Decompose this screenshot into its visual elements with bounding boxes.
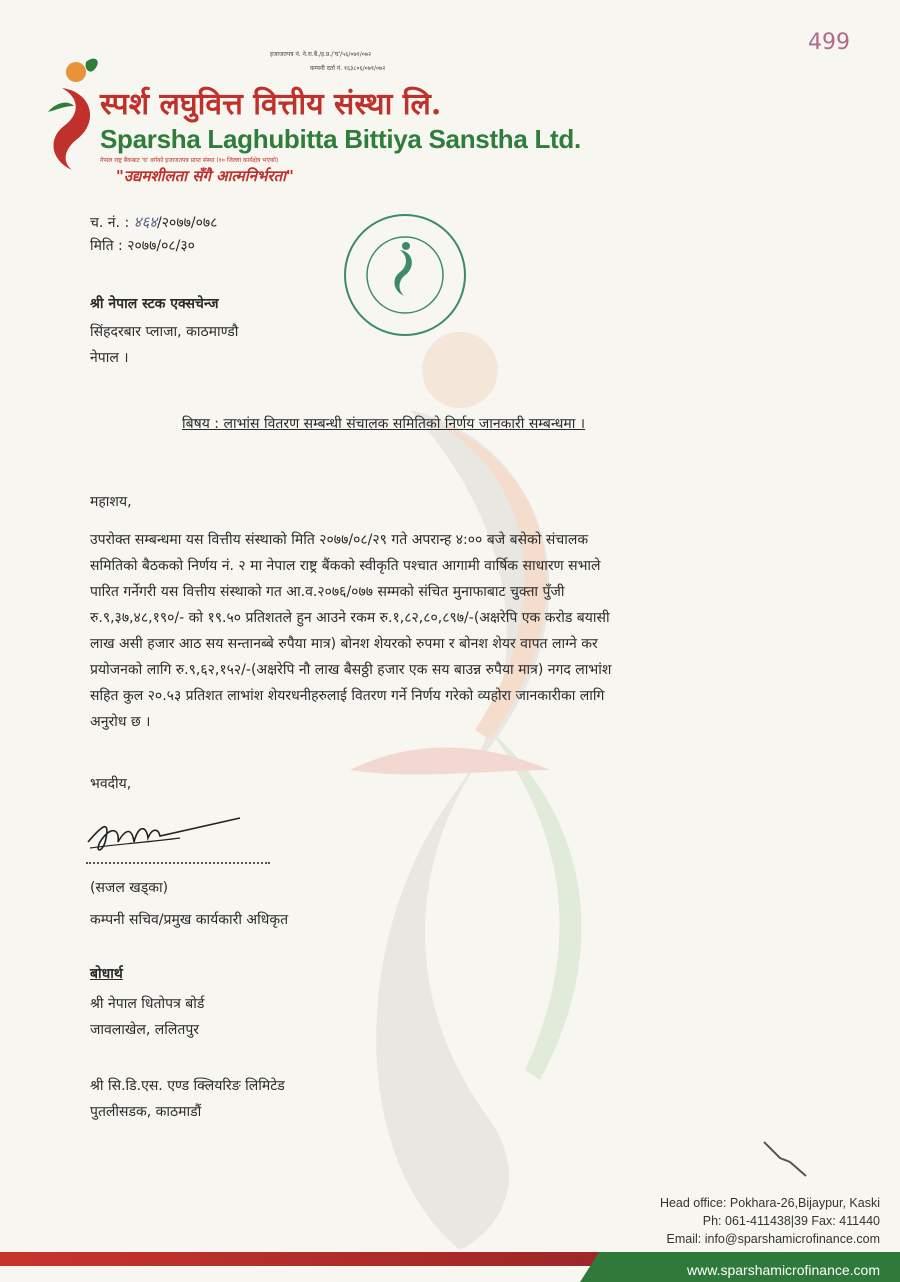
body-line: समितिको बैठकको निर्णय नं. २ मा नेपाल राष्ट्र बैंकको स्वीकृति पश्चात आगामी वार्षिक साधारण सभाले	[90, 558, 601, 574]
signer-name: (सजल खड्का)	[90, 880, 169, 896]
license-number: इजाजतपत्र नं. ने.रा.बैं./इ.प्र./'घ'/५६/०७१/०७२	[270, 51, 372, 58]
signer-title: कम्पनी सचिव/प्रमुख कार्यकारी अधिकृत	[90, 912, 289, 928]
letter-subject: बिषय : लाभांस वितरण सम्बन्धी संचालक समितिको निर्णय जानकारी सम्बन्धमा ।	[182, 416, 586, 432]
footer-phone: Ph: 061-411438|39 Fax: 411440	[702, 1214, 880, 1228]
watermark-emblem	[290, 300, 690, 1250]
received-stamp-number: 499	[808, 30, 850, 55]
date-label: मिति :	[90, 238, 123, 254]
cc-1-line-1: श्री नेपाल धितोपत्र बोर्ड	[90, 996, 205, 1012]
org-tagline: "उद्यमशीलता सँगै आत्मनिर्भरता"	[116, 167, 294, 185]
salutation: महाशय,	[90, 494, 132, 510]
cc-2-line-1: श्री सि.डि.एस. एण्ड क्लियरिङ लिमिटेड	[90, 1078, 285, 1094]
body-line: प्रयोजनको लागि रु.९,६२,१५२/-(अक्षरेपि नौ लाख बैसठ्ठी हजार एक सय बाउन्न रुपैया मात्र) नगद लाभांश	[90, 662, 612, 678]
cc-2-line-2: पुतलीसडक, काठमाडौं	[90, 1104, 202, 1120]
ref-handwritten: ४६४	[133, 213, 158, 231]
pen-mark	[760, 1138, 810, 1180]
date-value: २०७७/०८/३०	[127, 238, 195, 254]
reference-number	[90, 212, 217, 233]
cc-1-line-2: जावलाखेल, ललितपुर	[90, 1022, 200, 1038]
recipient-line-2: सिंहदरबार प्लाजा, काठमाण्डौ	[90, 324, 239, 340]
body-line: अनुरोध छ ।	[90, 714, 151, 730]
recipient-line-1: श्री नेपाल स्टक एक्सचेन्ज	[90, 296, 219, 312]
footer-red-bar	[0, 1252, 620, 1266]
footer-head-office: Head office: Pokhara-26,Bijaypur, Kaski	[659, 1196, 880, 1210]
org-sub-line: नेपाल राष्ट्र बैंकबाट 'घ' वर्गको इजाजतपत्र प्राप्त संस्था (१० जिल्ला कार्यक्षेत्र भएको)	[100, 157, 279, 164]
body-line: उपरोक्त सम्बन्धमा यस वित्तीय संस्थाको मिति २०७७/०८/२९ गते अपरान्ह ४:०० बजे बसेको संचालक	[90, 532, 589, 548]
closing: भवदीय,	[90, 776, 132, 792]
footer-website: www.sparshamicrofinance.com	[687, 1262, 880, 1278]
body-line: लाख असी हजार आठ सय सन्तानब्बे रुपैया मात्र) बोनश शेयरको रुपमा र बोनश शेयर वापत लाग्ने कर	[90, 636, 598, 652]
cc-heading: बोधार्थ	[90, 966, 123, 982]
body-line: रु.९,३७,४८,१९०/- को १९.५० प्रतिशतले हुन आउने रकम रु.१,८२,८०,८९७/-(अक्षरेपि एक करोड बयासी	[90, 610, 610, 626]
recipient-line-3: नेपाल ।	[90, 350, 129, 366]
signature	[80, 798, 250, 862]
company-registration: कम्पनी दर्ता नं. १६३८०६/०७१/०७२	[310, 65, 386, 72]
ref-label: च. नं. :	[90, 215, 130, 231]
logo-icon	[42, 52, 104, 172]
footer-email: Email: info@sparshamicrofinance.com	[666, 1232, 880, 1246]
letter-date	[90, 236, 195, 256]
org-name-english: Sparsha Laghubitta Bittiya Sanstha Ltd.	[100, 124, 581, 154]
signature-line	[86, 862, 270, 864]
org-name-nepali: स्पर्श लघुवित्त वित्तीय संस्था लि.	[100, 87, 442, 122]
body-line: पारित गर्नेगरी यस वित्तीय संस्थाको गत आ.व.२०७६/०७७ सम्मको संचित मुनाफाबाट चुक्ता पुँजी	[90, 584, 565, 600]
body-line: सहित कुल २०.५३ प्रतिशत लाभांश शेयरधनीहरुलाई वितरण गर्ने निर्णय गरेको व्यहोरा जानकारीका लागि	[90, 688, 605, 704]
official-seal	[340, 210, 470, 340]
ref-suffix: /२०७७/०७८	[157, 215, 218, 231]
